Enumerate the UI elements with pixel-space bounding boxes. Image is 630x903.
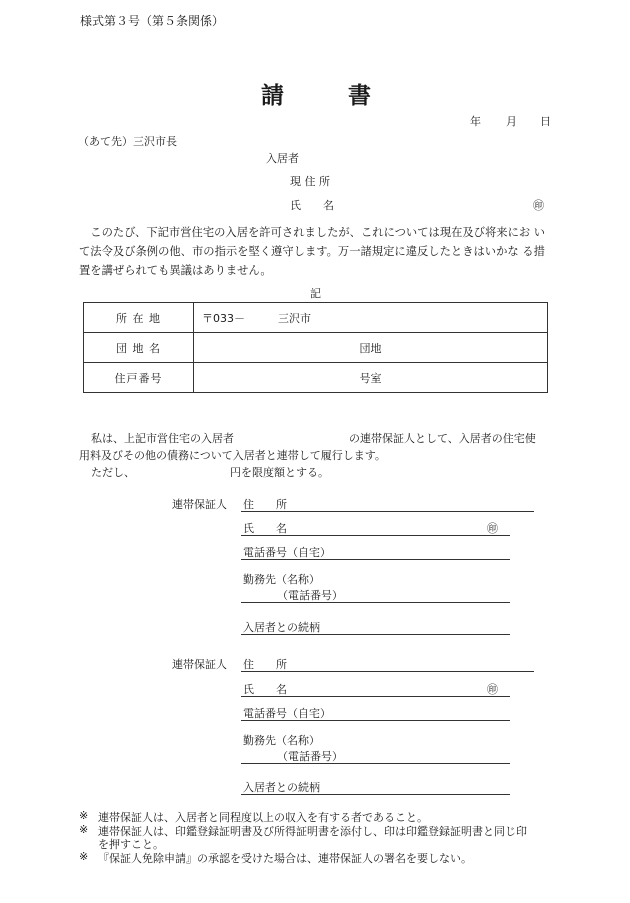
note-mark: 記 [310,287,321,300]
page-title-left: 請 [261,83,285,109]
complex-name-label: 団 地 名 [84,333,194,363]
note2-mark: ※ [79,823,89,836]
guarantor1-phone-label: 電話番号（自宅） [243,546,331,559]
location-value[interactable]: 〒033－ 三沢市 [194,303,548,333]
property-table [83,302,548,393]
table-row [84,333,548,363]
guarantor-text-line3a: ただし、 [91,466,135,479]
guarantor2-employer-label: 勤務先（名称） [243,734,320,747]
guarantor2-employer-line[interactable] [241,763,510,764]
unit-number-value[interactable]: 号室 [194,363,548,393]
guarantor-text-line2: 用料及びその他の債務について入居者と連帯して履行します。 [79,449,386,462]
guarantor1-address-line[interactable] [241,511,534,512]
date-day-label: 日 [540,115,551,128]
guarantor2-seal-icon: ㊞ [487,683,498,696]
guarantor2-name-line[interactable] [241,696,510,697]
note1-mark: ※ [79,809,89,822]
addressee: （あて先）三沢市長 [78,135,177,148]
guarantor2-address-line[interactable] [241,671,534,672]
guarantor1-employer-phone-label: （電話番号） [277,589,343,602]
complex-name-value[interactable]: 団地 [194,333,548,363]
page-title-right: 書 [348,83,372,109]
guarantor1-phone-line[interactable] [241,559,510,560]
unit-number-label: 住戸番号 [84,363,194,393]
guarantor-text-line1b: の連帯保証人として、入居者の住宅使 [349,432,536,445]
guarantor1-name-label: 氏 名 [243,522,287,535]
applicant-seal-icon: ㊞ [533,199,544,212]
guarantor-text-line1a: 私は、上記市営住宅の入居者 [91,432,234,445]
table-row [84,303,548,333]
guarantor1-relation-line[interactable] [241,634,510,635]
guarantor2-name-label: 氏 名 [243,683,287,696]
pledge-paragraph: このたび、下記市営住宅の入居を許可されましたが、これについては現在及び将来にお いて法令及び条例の他、市の指示を堅く遵守します。万一諸規定に違反したときはいかな る措置を講ぜられても異議はありません。 [79,226,546,277]
date-year-label: 年 [470,115,481,128]
applicant-heading: 入居者 [266,152,299,165]
guarantor1-employer-label: 勤務先（名称） [243,573,320,586]
note3-text: 『保証人免除申請』の承認を受けた場合は、連帯保証人の署名を要しない。 [98,852,472,865]
guarantor2-relation-label: 入居者との続柄 [243,781,320,794]
note2-text: 連帯保証人は、印鑑登録証明書及び所得証明書を添付し、印は印鑑登録証明書と同じ印 [98,825,527,838]
guarantor2-address-label: 住 所 [243,658,287,671]
guarantor-text-line3b: 円を限度額とする。 [230,466,329,479]
guarantor2-phone-line[interactable] [241,720,510,721]
guarantor2-phone-label: 電話番号（自宅） [243,707,331,720]
date-month-label: 月 [506,115,517,128]
applicant-address-label: 現 住 所 [290,175,330,188]
guarantor2-employer-phone-label: （電話番号） [277,750,343,763]
table-row [84,363,548,393]
guarantor1-employer-line[interactable] [241,602,510,603]
guarantor1-relation-label: 入居者との続柄 [243,621,320,634]
applicant-name-label: 氏 名 [290,199,334,212]
note3-mark: ※ [79,850,89,863]
note2-text-cont: を押すこと。 [98,838,164,851]
guarantor1-seal-icon: ㊞ [487,522,498,535]
note1-text: 連帯保証人は、入居者と同程度以上の収入を有する者であること。 [98,811,428,824]
location-label: 所 在 地 [84,303,194,333]
guarantor1-heading: 連帯保証人 [172,498,227,511]
form-number: 様式第３号（第５条関係） [80,14,225,28]
guarantor2-heading: 連帯保証人 [172,658,227,671]
guarantor1-name-line[interactable] [241,535,510,536]
guarantor1-address-label: 住 所 [243,498,287,511]
guarantor2-relation-line[interactable] [241,794,510,795]
